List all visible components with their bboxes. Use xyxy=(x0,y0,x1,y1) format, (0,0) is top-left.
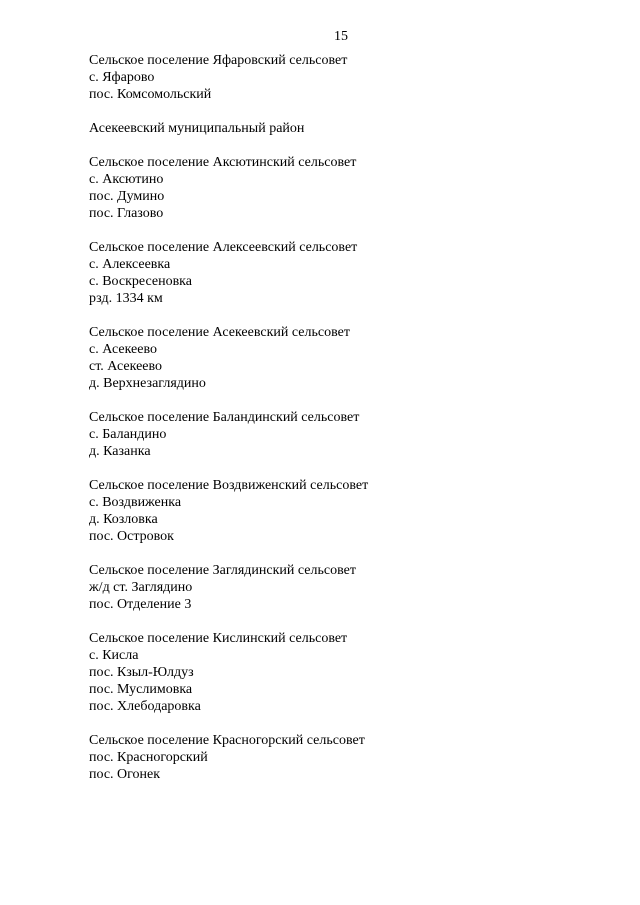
locality-line: с. Аксютино xyxy=(89,172,164,187)
block-heading: Сельское поселение Красногорский сельсовет xyxy=(89,733,365,748)
locality-line: д. Козловка xyxy=(89,512,158,527)
locality-line: ст. Асекеево xyxy=(89,359,163,374)
block-heading: Сельское поселение Асекеевский сельсовет xyxy=(89,325,350,340)
block-heading: Сельское поселение Алексеевский сельсовет xyxy=(89,240,358,255)
locality-line: с. Кисла xyxy=(89,648,139,663)
block-heading: Сельское поселение Аксютинский сельсовет xyxy=(89,155,357,170)
locality-line: рзд. 1334 км xyxy=(89,291,163,306)
block-heading: Сельское поселение Кислинский сельсовет xyxy=(89,631,348,646)
locality-line: с. Алексеевка xyxy=(89,257,171,272)
document-body xyxy=(89,52,589,783)
blank-line xyxy=(89,137,589,154)
block-heading: Сельское поселение Яфаровский сельсовет xyxy=(89,53,348,68)
locality-line: с. Баландино xyxy=(89,427,167,442)
locality-line: с. Яфарово xyxy=(89,70,155,85)
locality-line: пос. Огонек xyxy=(89,767,161,782)
settlement-block xyxy=(89,409,589,460)
settlement-block xyxy=(89,239,589,307)
block-heading: Сельское поселение Баландинский сельсовет xyxy=(89,410,360,425)
locality-line: пос. Глазово xyxy=(89,206,164,221)
locality-line: пос. Красногорский xyxy=(89,750,208,765)
locality-line: пос. Кзыл-Юлдуз xyxy=(89,665,194,680)
locality-line: д. Казанка xyxy=(89,444,151,459)
locality-line: д. Верхнезаглядино xyxy=(89,376,206,391)
locality-line: пос. Думино xyxy=(89,189,165,204)
block-heading: Сельское поселение Заглядинский сельсовет xyxy=(89,563,356,578)
locality-line: пос. Комсомольский xyxy=(89,87,212,102)
blank-line xyxy=(89,222,589,239)
locality-line: пос. Островок xyxy=(89,529,174,544)
settlement-block xyxy=(89,154,589,222)
page-number: 15 xyxy=(334,29,348,44)
settlement-block xyxy=(89,732,589,783)
locality-line: с. Асекеево xyxy=(89,342,157,357)
blank-line xyxy=(89,545,589,562)
blank-line xyxy=(89,307,589,324)
settlement-block xyxy=(89,562,589,613)
locality-line: с. Воскресеновка xyxy=(89,274,192,289)
settlement-block xyxy=(89,324,589,392)
settlement-block xyxy=(89,52,589,103)
blank-line xyxy=(89,613,589,630)
locality-line: пос. Муслимовка xyxy=(89,682,193,697)
blank-line xyxy=(89,715,589,732)
block-heading: Сельское поселение Воздвиженский сельсовет xyxy=(89,478,369,493)
settlement-block xyxy=(89,477,589,545)
settlement-block xyxy=(89,120,589,137)
block-heading: Асекеевский муниципальный район xyxy=(89,121,305,136)
blank-line xyxy=(89,460,589,477)
locality-line: пос. Хлебодаровка xyxy=(89,699,201,714)
locality-line: ж/д ст. Заглядино xyxy=(89,580,193,595)
blank-line xyxy=(89,392,589,409)
locality-line: пос. Отделение 3 xyxy=(89,597,192,612)
locality-line: с. Воздвиженка xyxy=(89,495,182,510)
settlement-block xyxy=(89,630,589,715)
blank-line xyxy=(89,103,589,120)
